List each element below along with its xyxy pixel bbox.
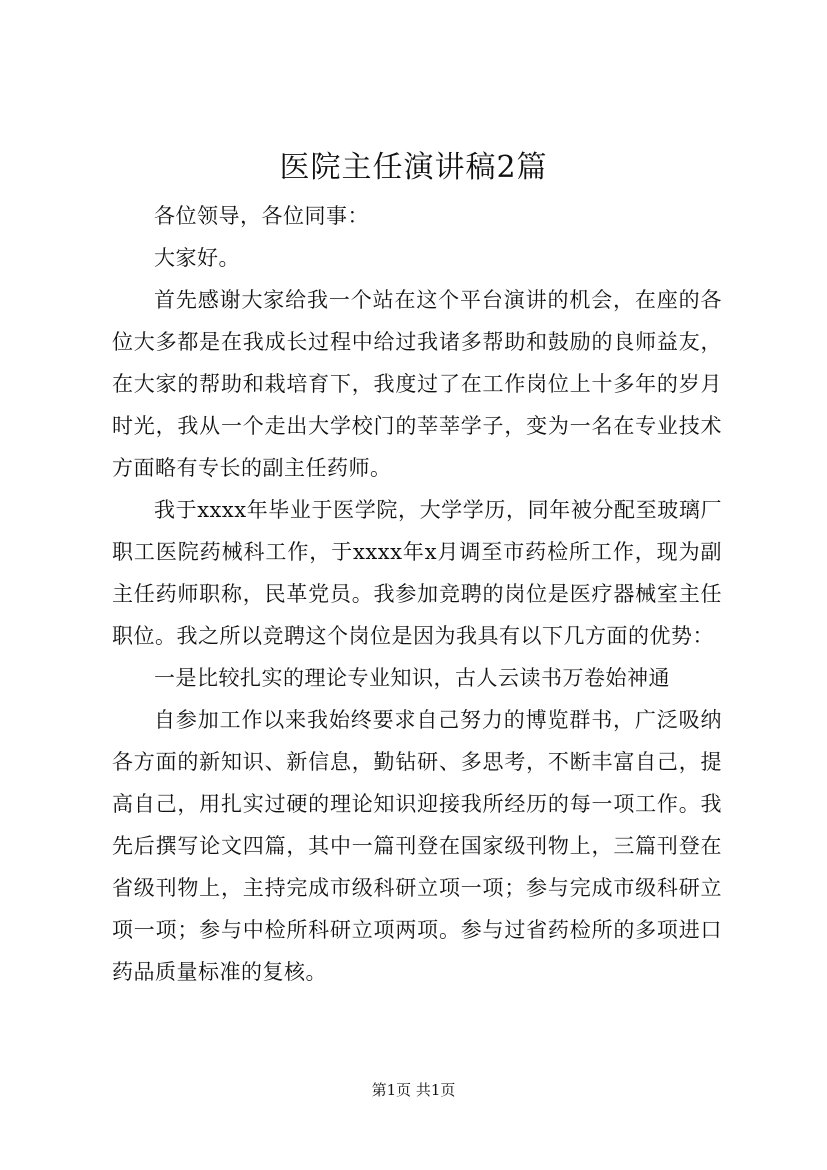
paragraph-salutation: 各位领导，各位同事： [154, 204, 369, 228]
document-body [112, 195, 722, 993]
paragraph-thanks: 首先感谢大家给我一个站在这个平台演讲的机会，在座的各位大多都是在我成长过程中给过我诸多帮助和鼓励的良师益友，在大家的帮助和栽培育下，我度过了在工作岗位上十多年的岁月时光，我从一个走出大学校门的莘莘学子，变为一名在专业技术方面略有专长的副主任药师。 [112, 288, 722, 480]
document-title: 医院主任演讲稿2篇 [279, 150, 548, 185]
paragraph-greeting: 大家好。 [154, 246, 240, 270]
paragraph-background: 我于xxxx年毕业于医学院，大学学历，同年被分配至玻璃厂职工医院药械科工作，于xxxx年x月调至市药检所工作，现为副主任药师职称，民革党员。我参加竞聘的岗位是医疗器械室主任职位。我之所以竞聘这个岗位是因为我具有以下几方面的优势： [112, 498, 722, 648]
paragraph-advantage-detail: 自参加工作以来我始终要求自己努力的博览群书，广泛吸纳各方面的新知识、新信息，勤钻研、多思考，不断丰富自己，提高自己，用扎实过硬的理论知识迎接我所经历的每一项工作。我先后撰写论文四篇，其中一篇刊登在国家级刊物上，三篇刊登在省级刊物上，主持完成市级科研立项一项；参与完成市级科研立项一项；参与中检所科研立项两项。参与过省药检所的多项进口药品质量标准的复核。 [112, 708, 722, 984]
paragraph-advantage-heading: 一是比较扎实的理论专业知识，古人云读书万卷始神通 [154, 666, 670, 690]
page-footer: 第1页 共1页 [371, 1081, 456, 1099]
